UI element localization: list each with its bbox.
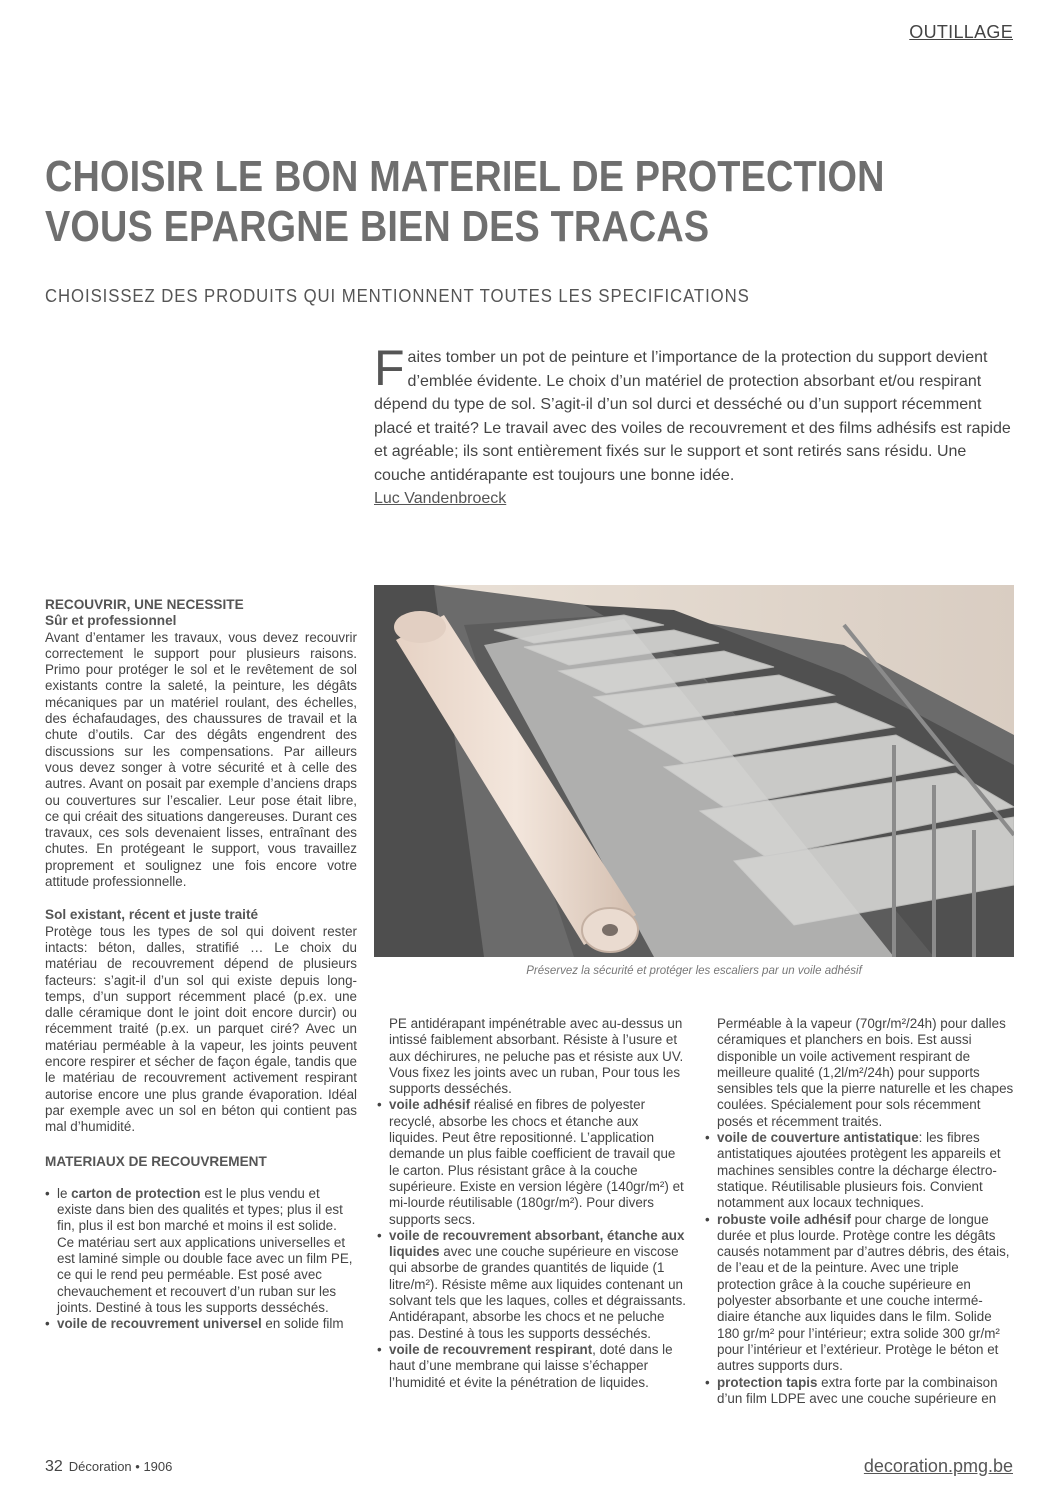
materials-list-col3 — [705, 1130, 1015, 1407]
section-heading-materiaux: MATERIAUX DE RECOUVREMENT — [45, 1153, 267, 1169]
subheading-sol-existant: Sol existant, récent et juste traité — [45, 907, 259, 923]
list-item: • voile de recouvrement absorbant, étanche aux liquides avec une couche supérieure en viscose qui absorbe de grandes quantités de liquide (1 litre/m²). Résiste même aux liquides contenant un solvant tels que les laques, colles et dégraissants. Antidérapant, absorbe les chocs et ne peluche pas. Destiné à tous les supports desséchés. — [377, 1228, 687, 1342]
term-voile-universel: voile de recouvrement universel — [57, 1316, 262, 1332]
list-item: • robuste voile adhésif pour charge de longue durée et plus lourde. Protège contre les dégâts causés notamment par d’autres débris, des étais, de l’eau et de la peinture. Avec une triple protection grâce à la couche supérieure en polyester absorbante et une couche intermé-diaire étanche aux liquides dans le film. Solide 180 gr/m² pour l’intérieur; extra solide 300 gr/m² pour l’intérieur et l’extérieur. Protège le béton et autres supports durs. — [705, 1212, 1015, 1375]
photo-caption: Préservez la sécurité et protéger les escaliers par un voile adhésif — [526, 965, 862, 977]
materials-list-col2 — [377, 1097, 687, 1390]
list-item: • voile de couverture antistatique: les fibres antistatiques ajoutées protègent les appareils et machines sensibles contre la décharge électro-statique. Réutilisable plusieurs fois. Convient notamment aux locaux techniques. — [705, 1130, 1015, 1211]
list-item: • le carton de protection est le plus vendu et existe dans bien des qualités et types; plus il est fin, plus il est bon marché et moins il est solide. Ce matériau sert aux applications universelles et est laminé simple ou double face avec un film PE, ce qui le rend peu perméable. Est posé avec chevauchement et recouvert d’un ruban sur les joints. Destiné à tous les supports desséchés. — [45, 1186, 357, 1316]
column-2 — [377, 1016, 687, 1391]
list-item: • voile de recouvrement universel en solide film — [45, 1316, 357, 1332]
list-item: • protection tapis extra forte par la combinaison d’un film LDPE avec une couche supérieure en — [705, 1375, 1015, 1408]
term-voile-adhesif: voile adhésif — [389, 1097, 471, 1113]
list-item: • voile adhésif réalisé en fibres de polyester recyclé, absorbe les chocs et étanche aux liquides. Peut être repositionné. L’application demande un plus faible coefficient de travail que le carton. Plus résistant grâce à la couche supérieure. Existe en version légère (140gr/m²) et mi-lourde réutilisable (180gr/m²). Pour divers supports secs. — [377, 1097, 687, 1227]
list-item: • voile de recouvrement respirant, doté dans le haut d’une membrane qui laisse s’échapper l’humidité et évite la pénétration de liquides. — [377, 1342, 687, 1391]
magazine-issue: Décoration • 1906 — [68, 1459, 173, 1474]
paragraph-sur-professionnel: Avant d’entamer les travaux, vous devez recouvrir correctement le support pour plusieurs raisons. Primo pour protéger le sol et le revêtement de sol existants contre la saleté, la peinture, les dégâts mécaniques par un matériel roulant, des échelles, des échafaudages, des chaussures de travail et la chute d’outils. Car des dégâts engendrent des discussions sur les compensations. Par ailleurs vous devez songer à votre sécurité et à celle des autres. Avant on posait par exemple d’anciens draps ou couvertures sur l’escalier. Leur pose était libre, ce qui créait des situations dangereuses. Durant ces travaux, ces sols devenaient lisses, entraînant des chutes. En protégeant le support, vous travaillez proprement et soulignez une fois encore votre attitude professionnelle. — [45, 629, 357, 890]
website-link[interactable]: decoration.pmg.be — [863, 1456, 1013, 1476]
continued-text: PE antidérapant impénétrable avec au-dessus un intissé faiblement absorbant. Résiste à l’usure et aux déchirures, ne peluche pas et résiste aux UV. Vous fixez les joints avec un ruban, Pour tous les supports desséchés. — [389, 1016, 684, 1097]
paragraph-sol-existant: Protège tous les types de sol qui doivent rester intacts: béton, dalles, stratifié … Le choix du matériau de recouvrement dépend de plusieurs facteurs: s’agit-il d’un sol qui existe depuis long-temps, d’un support récemment placé (p.ex. une dalle céramique dont le joint doit encore durcir) ou récemment traité (p.ex. un parquet ciré? Avec un matériau perméable à la vapeur, les joints peuvent encore respirer et sécher de façon égale, tandis que le matériau de recouvrement activement respirant autorise encore une plus grande évaporation. Idéal par exemple avec un sol en béton qui contient pas mal d’humidité. — [45, 923, 357, 1135]
lead-text: aites tomber un pot de peinture et l’importance de la protection du support devient d’emblée évidente. Le choix d’un matériel de protection absorbant et/ou respirant dépend du type de sol. S’agit-il d’un sol durci et desséché ou d’un support récemment placé et traité? Le travail avec des voiles de recouvrement et des films adhésifs est rapide et agréable; ils sont entièrement fixés sur le support et sont retirés sans résidu. Une couche antidérapante est toujours une bonne idée. — [374, 349, 1011, 484]
stair-protection-photo — [374, 585, 1014, 957]
term-robuste-voile: robuste voile adhésif — [717, 1211, 851, 1227]
page-number: 32 — [45, 1458, 63, 1475]
section-tag: OUTILLAGE — [909, 22, 1013, 42]
page-footer-left — [45, 1458, 172, 1476]
section-heading-recouvrir: RECOUVRIR, UNE NECESSITE — [45, 597, 244, 612]
materials-list-col1 — [45, 1186, 357, 1333]
term-protection-tapis: protection tapis — [717, 1374, 818, 1390]
term-voile-antistatique: voile de couverture antistatique — [717, 1130, 919, 1146]
article-title — [45, 152, 888, 252]
title-line-1: CHOISIR LE BON MATERIEL DE PROTECTION — [45, 152, 885, 201]
subheading-sur-professionnel: Sûr et professionnel — [45, 613, 177, 629]
author-byline: Luc Vandenbroeck — [374, 490, 507, 507]
drop-cap: F — [374, 340, 405, 396]
term-voile-absorbant: voile de recouvrement absorbant, étanche aux liquides — [389, 1227, 685, 1260]
term-voile-respirant: voile de recouvrement respirant — [389, 1341, 593, 1357]
title-line-2: VOUS EPARGNE BIEN DES TRACAS — [45, 202, 710, 251]
continued-text: Perméable à la vapeur (70gr/m²/24h) pour dalles céramiques et planchers en bois. Est aussi disponible un voile activement respirant de meilleure qualité (1,2l/m²/24h) pour supports sensibles tels que la pierre naturelle et les chapes coulées. Spécialement pour sols récemment posés et récemment traités. — [717, 1016, 1014, 1129]
term-carton: carton de protection — [71, 1185, 201, 1201]
column-1 — [45, 597, 357, 1332]
lead-paragraph — [374, 340, 1012, 487]
column-3 — [705, 1016, 1015, 1407]
stair-photo-illustration — [374, 585, 1014, 957]
article-subtitle: CHOISISSEZ DES PRODUITS QUI MENTIONNENT TOUTES LES SPECIFICATIONS — [45, 286, 750, 306]
